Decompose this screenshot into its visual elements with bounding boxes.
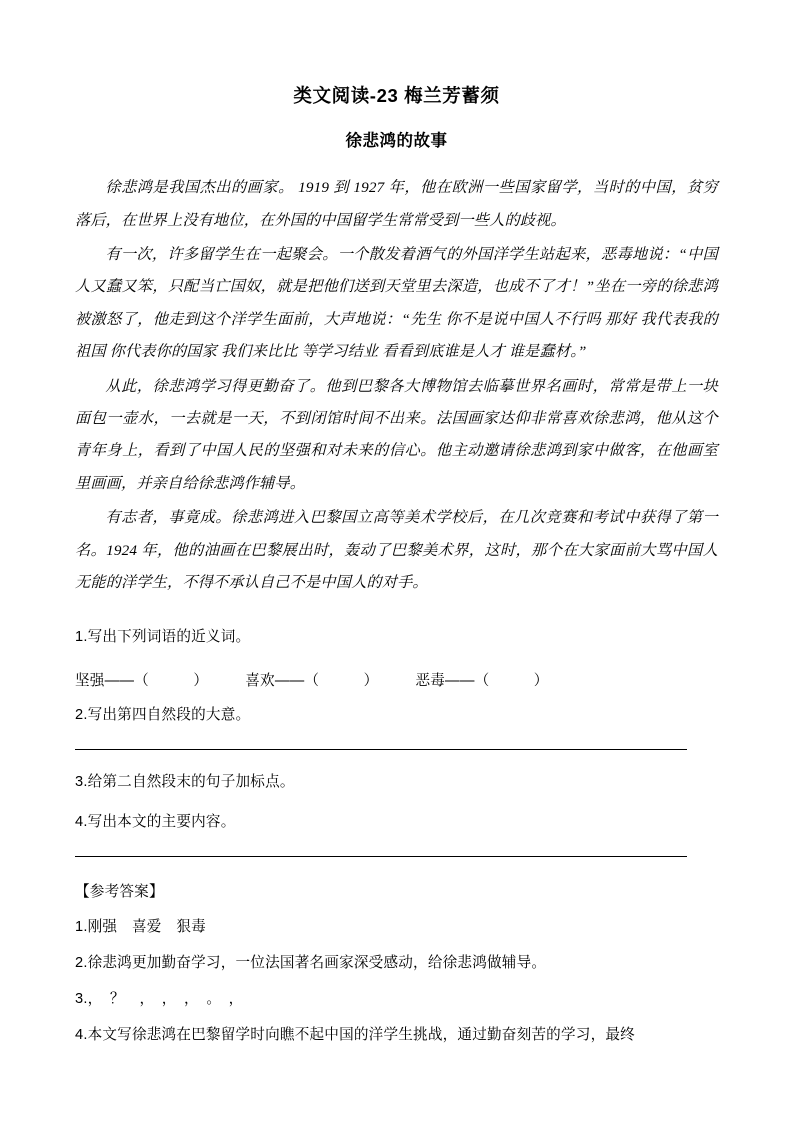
passage-paragraph: 从此，徐悲鸿学习得更勤奋了。他到巴黎各大博物馆去临摹世界名画时，常常是带上一块面包一壶水，一去就是一天，不到闭馆时间不出来。法国画家达仰非常喜欢徐悲鸿，他从这个青年身上，看到了中国人民的坚强和对未来的信心。他主动邀请徐悲鸿到家中做客，在他画室里画画，并亲自给徐悲鸿作辅导。 bbox=[75, 377, 718, 492]
page-subtitle: 徐悲鸿的故事 bbox=[345, 131, 448, 150]
answer-key-heading: 【参考答案】 bbox=[75, 883, 164, 900]
page-title: 类文阅读-23 梅兰芳蓄须 bbox=[293, 85, 500, 106]
question-text: 给第二自然段末的句子加标点。 bbox=[87, 773, 295, 790]
answer-text: 本文写徐悲鸿在巴黎留学时向瞧不起中国的洋学生挑战，通过勤奋刻苦的学习，最终 bbox=[87, 1026, 635, 1043]
question-1 bbox=[75, 620, 718, 654]
question-number: 1. bbox=[75, 628, 88, 645]
passage-body bbox=[75, 152, 718, 599]
question-2 bbox=[75, 698, 718, 732]
passage-paragraph: 徐悲鸿是我国杰出的画家。 1919 到 1927 年，他在欧洲一些国家留学，当时的中国，贫穷落后，在世界上没有地位，在外国的中国留学生常常受到一些人的歧视。 bbox=[75, 179, 718, 229]
questions-section bbox=[75, 602, 718, 875]
answer-number: 2. bbox=[75, 954, 88, 971]
spacer bbox=[75, 857, 718, 875]
question-4 bbox=[75, 805, 718, 839]
answer-space-q2 bbox=[75, 732, 718, 749]
question-text: 写出第四自然段的大意。 bbox=[87, 706, 251, 723]
question-3 bbox=[75, 765, 718, 799]
passage-paragraph: 有一次，许多留学生在一起聚会。一个散发着酒气的外国洋学生站起来，恶毒地说：“中国人又蠢又笨，只配当亡国奴，就是把他们送到天堂里去深造，也成不了才！”坐在一旁的徐悲鸿被激怒了，他走到这个洋学生面前，大声地说：“先生 你不是说中国人不行吗 那好 我代表我的祖国 你代表你的国家 我们来比比 等学习结业 看看到底谁是人才 谁是蠢材。” bbox=[75, 246, 718, 361]
answer-number: 4. bbox=[75, 1026, 88, 1043]
answer-text: 刚强 喜爱 狠毒 bbox=[87, 918, 206, 935]
answer-space-q4 bbox=[75, 839, 718, 856]
spacer bbox=[75, 750, 718, 765]
answer-item-2 bbox=[75, 945, 718, 981]
answer-key-section bbox=[75, 875, 718, 1053]
question-1-synonym-blanks[interactable]: 坚强——（ ） 喜欢——（ ） 恶毒——（ ） bbox=[75, 672, 549, 689]
question-number: 4. bbox=[75, 813, 88, 830]
answer-item-4 bbox=[75, 1017, 718, 1053]
answer-item-3 bbox=[75, 981, 718, 1017]
question-text: 写出下列词语的近义词。 bbox=[87, 628, 251, 645]
answer-number: 1. bbox=[75, 918, 88, 935]
question-number: 3. bbox=[75, 773, 88, 790]
question-number: 2. bbox=[75, 706, 88, 723]
answer-number: 3. bbox=[75, 990, 88, 1007]
answer-item-1 bbox=[75, 909, 718, 945]
passage-paragraph: 有志者，事竟成。徐悲鸿进入巴黎国立高等美术学校后，在几次竞赛和考试中获得了第一名。1924 年，他的油画在巴黎展出时，轰动了巴黎美术界，这时，那个在大家面前大骂中国人无能的洋学生，不得不承认自己不是中国人的对手。 bbox=[75, 509, 718, 592]
answer-text: 徐悲鸿更加勤奋学习，一位法国著名画家深受感动，给徐悲鸿做辅导。 bbox=[87, 954, 547, 971]
answer-text: ， ？ ， ， ， 。 ， bbox=[87, 990, 244, 1007]
question-text: 写出本文的主要内容。 bbox=[87, 813, 236, 830]
